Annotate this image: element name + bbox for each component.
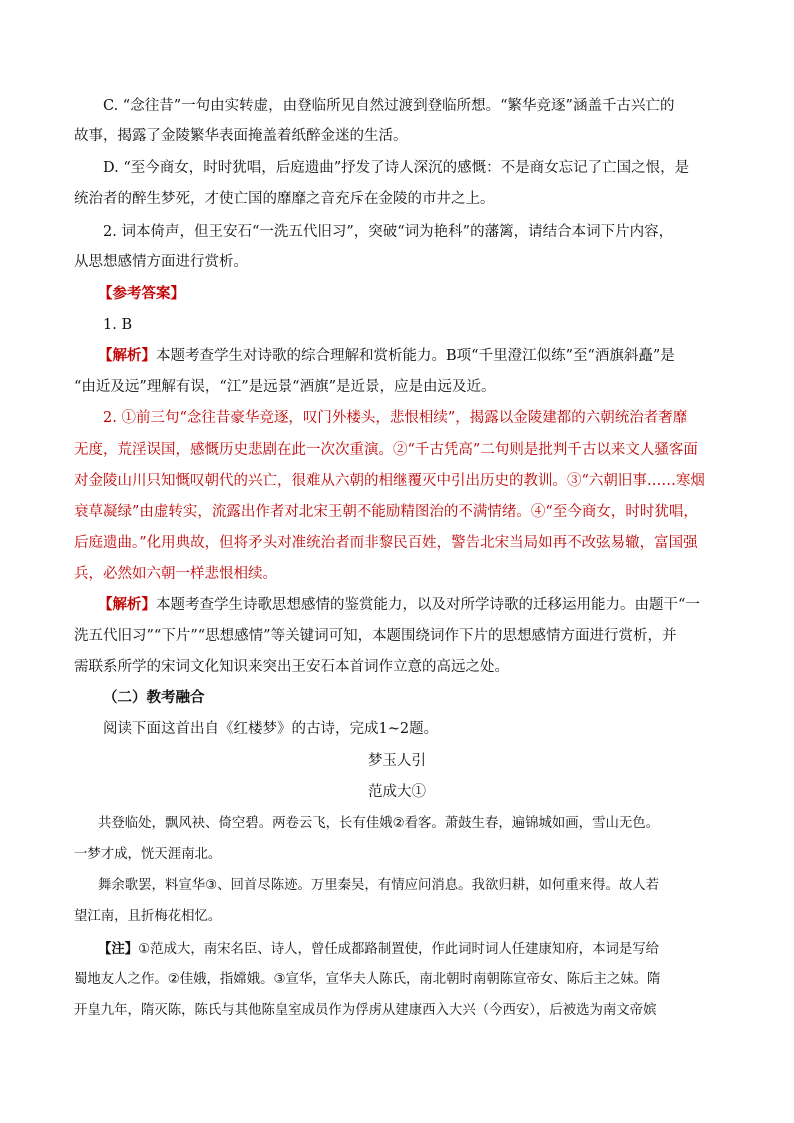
option-d-line-2: 统治者的醉生梦死，才使亡国的靡靡之音充斥在金陵的市井之上。: [74, 191, 495, 207]
analysis-2-line-3: 需联系所学的宋词文化知识来突出王安石本首词作立意的高远之处。: [74, 659, 509, 675]
option-c-line-1: C. “念往昔”一句由实转虚，由登临所见自然过渡到登临所想。“繁华竞逐”涵盖千古兴亡的: [103, 98, 675, 114]
analysis-2-tag: 【解析】: [98, 596, 156, 613]
option-c-line-2: 故事，揭露了金陵繁华表面掩盖着纸醉金迷的生活。: [74, 128, 408, 144]
answer-2-line-1: 2. ①前三句“念往昔豪华竞逐，叹门外楼头，悲恨相续”，揭露以金陵建都的六朝统治者奢靡: [103, 410, 688, 426]
poem-stanza-2-line-2: 望江南，且折梅花相忆。: [74, 909, 222, 924]
note-line-3: 开皇九年，隋灭陈，陈氏与其他陈皇室成员作为俘虏从建康西入大兴（今西安），后被选为南文帝嫔: [74, 1003, 657, 1018]
answer-1: 1. B: [103, 317, 133, 333]
answer-2-line-5: 后庭遗曲。”化用典故，但将矛头对准统治者而非黎民百姓，警告北宋当局如再不改弦易辙，富国强: [74, 535, 698, 551]
analysis-2-text: 本题考查学生诗歌思想感情的鉴赏能力，以及对所学诗歌的迁移运用能力。由题干“一: [156, 597, 700, 613]
poem-title: 梦玉人引: [368, 753, 426, 769]
answer-2-line-4: 衰草凝绿”由虚转实，流露出作者对北宋王朝不能励精图治的不满情绪。④“至今商女，时时犹唱，: [74, 504, 698, 520]
analysis-2-line-1: [98, 595, 783, 615]
analysis-1-tag: 【解析】: [98, 347, 156, 364]
question-2-line-1: 2. 词本倚声，但王安石“一洗五代旧习”，突破“词为艳科”的藩篱，请结合本词下片内容，: [103, 224, 674, 240]
analysis-1-line-1: [98, 346, 783, 366]
analysis-1-line-2: “由近及远”理解有误，“江”是远景“酒旗”是近景，应是由远及近。: [74, 379, 496, 395]
answer-2-line-6: 兵，必然如六朝一样悲恨相续。: [74, 566, 277, 582]
poem-stanza-1-line-2: 一梦才成，恍天涯南北。: [74, 847, 222, 862]
note-text: ①范成大，南宋名臣、诗人，曾任成都路制置使，作此词时词人任建康知府，本词是写给: [138, 942, 660, 957]
analysis-2-line-2: 洗五代旧习”“下片”“思想感情”等关键词可知，本题围绕词作下片的思想感情方面进行赏析，并: [74, 628, 677, 644]
answer-heading: 【参考答案】: [98, 285, 185, 302]
analysis-1-text: 本题考查学生对诗歌的综合理解和赏析能力。B项“千里澄江似练”至“酒旗斜矗”是: [156, 348, 675, 364]
poem-stanza-1-line-1: 共登临处，飘风袂、倚空碧。两卷云飞，长有佳娥②看客。萧鼓生春，遍锦城如画，雪山无色。: [98, 816, 660, 831]
note-line-1: [98, 939, 784, 960]
note-line-2: 蜀地友人之作。②佳娥，指嫦娥。③宣华，宣华夫人陈氏，南北朝时南朝陈宣帝女、陈后主之妹。隋: [74, 972, 661, 987]
note-tag: 【注】: [98, 941, 139, 957]
answer-2-line-2: 无度，荒淫误国，感慨历史悲剧在此一次次重演。②“千古凭高”二句则是批判千古以来文人骚客面: [74, 442, 698, 458]
section-heading: （二）教考融合: [103, 689, 205, 706]
answer-2-line-3: 对金陵山川只知慨叹朝代的兴亡，很难从六朝的相继覆灭中引出历史的教训。③“六朝旧事……寒烟: [74, 473, 705, 489]
poem-author: 范成大①: [368, 784, 426, 800]
option-d-line-1: D. “至今商女，时时犹唱，后庭遗曲”抒发了诗人深沉的感慨：不是商女忘记了亡国之恨，是: [103, 160, 690, 176]
poem-stanza-2-line-1: 舞余歌罢，料宣华③、回首尽陈迹。万里秦吴，有情应问消息。我欲归耕，如何重来得。故人若: [98, 878, 660, 893]
reading-intro: 阅读下面这首出自《红楼梦》的古诗，完成1~2题。: [103, 721, 439, 737]
question-2-line-2: 从思想感情方面进行赏析。: [74, 254, 248, 270]
